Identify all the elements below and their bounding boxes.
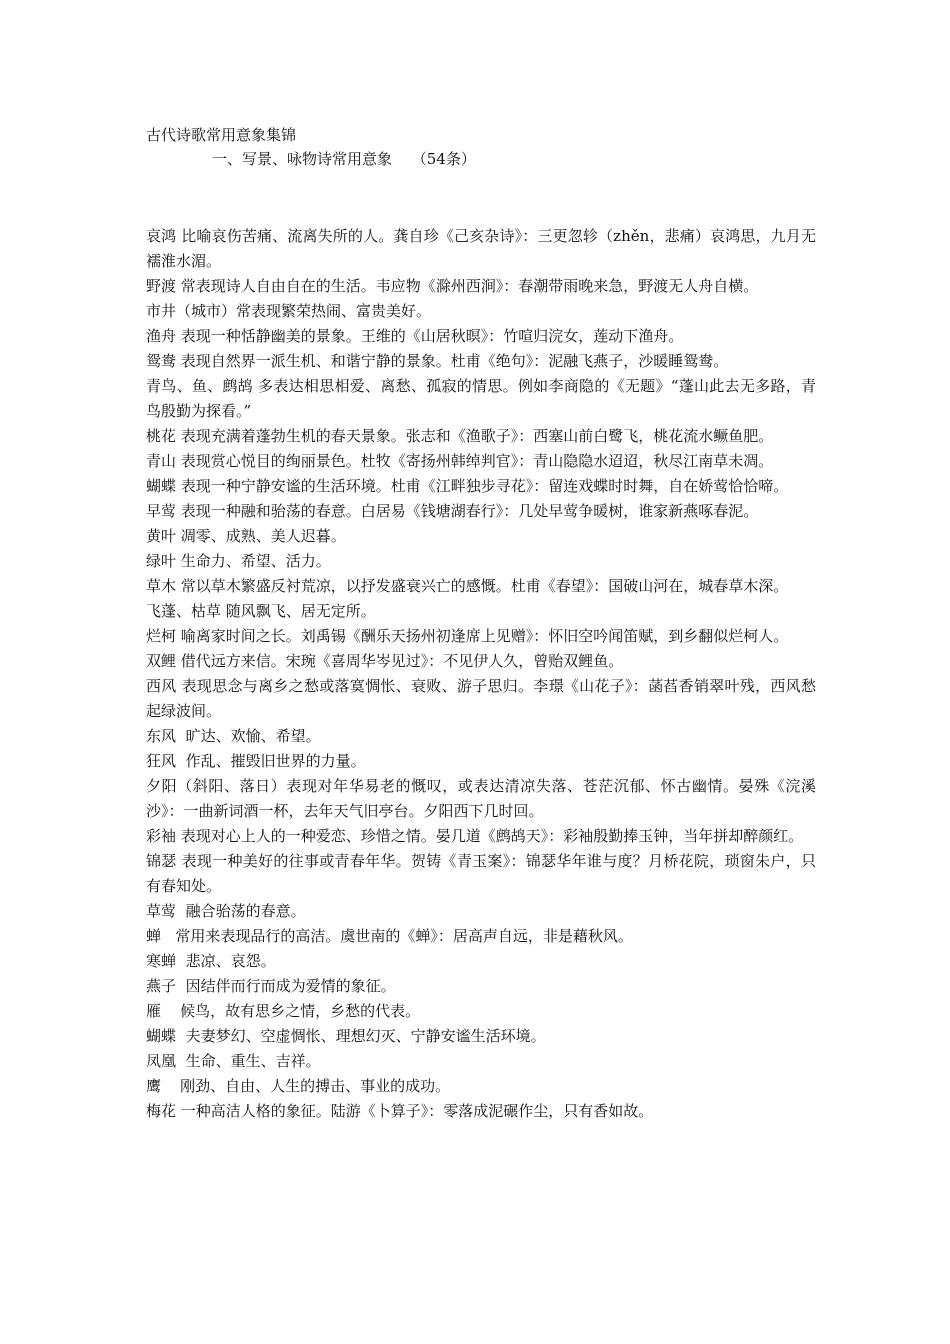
entry-term: 燕子 [146,977,177,995]
imagery-entry [146,574,816,599]
entry-description: 随风飘飞、居无定所。 [225,602,376,620]
entry-description: 凋零、成熟、美人迟暮。 [180,527,346,545]
imagery-entry [146,474,816,499]
entry-description: 生命力、希望、活力。 [180,552,331,570]
entry-term: 双鲤 [146,652,177,670]
entry-description: 常表现繁荣热闹、富贵美好。 [236,302,432,320]
imagery-entry [146,324,816,349]
entry-description: 喻离家时间之长。刘禹锡《酬乐天扬州初逢席上见赠》：怀旧空吟闻笛赋，到乡翻似烂柯人。 [180,627,789,645]
entry-term: 草木 [146,577,177,595]
entry-term: 绿叶 [146,552,177,570]
entry-separator [161,927,175,945]
entry-description: 常表现诗人自由自在的生活。韦应物《滁州西涧》：春潮带雨晚来急，野渡无人舟自横。 [180,277,759,295]
entry-term: 鸳鸯 [146,352,177,370]
entry-term: 蝴蝶 [146,1027,177,1045]
imagery-entry [146,849,816,899]
entry-term: 青山 [146,452,177,470]
imagery-entry [146,224,816,274]
entry-description: 表现赏心悦目的绚丽景色。杜牧《寄扬州韩绰判官》：青山隐隐水迢迢，秋尽江南草未凋。 [180,452,774,470]
imagery-entry [146,724,816,749]
imagery-entry [146,349,816,374]
imagery-entry [146,674,816,724]
entry-description: 表现充满着蓬勃生机的春天景象。张志和《渔歌子》：西塞山前白鹭飞，桃花流水鳜鱼肥。 [180,427,774,445]
entry-term: 凤凰 [146,1052,177,1070]
entry-separator [176,1052,186,1070]
entry-description: 生命、重生、吉祥。 [185,1052,321,1070]
imagery-entry [146,1049,816,1074]
entry-term: 东风 [146,727,177,745]
entry-term: 渔舟 [146,327,177,345]
imagery-entry [146,524,816,549]
entry-description: 表现思念与离乡之愁或落寞惆怅、衰败、游子思归。李璟《山花子》：菡萏香销翠叶残，西风愁起绿波间。 [146,677,816,720]
entry-description: 表现一种融和骀荡的春意。白居易《钱塘湖春行》：几处早莺争暖树，谁家新燕啄春泥。 [180,502,759,520]
entry-term: 青鸟、鱼、鹧鸪 [146,377,253,395]
entry-term: 飞蓬、枯草 [146,602,222,620]
entry-term: 雁 [146,1002,162,1020]
entry-term: 彩袖 [146,827,177,845]
imagery-entry [146,949,816,974]
entry-description: 因结伴而行而成为爱情的象征。 [185,977,396,995]
entry-term: 寒蝉 [146,952,177,970]
entry-term: 桃花 [146,427,177,445]
entry-description: 旷达、欢愉、希望。 [185,727,321,745]
entry-term: 锦瑟 [146,852,177,870]
entry-separator [161,1002,180,1020]
entry-description: 候鸟，故有思乡之情，乡愁的代表。 [180,1002,421,1020]
entry-description: 夫妻梦幻、空虚惆怅、理想幻灭、宁静安谧生活环境。 [185,1027,546,1045]
entry-separator [176,727,186,745]
entry-term: 夕阳（斜阳、落日） [146,777,287,795]
entry-separator [161,1077,180,1095]
entry-term: 早莺 [146,502,177,520]
entry-description: 常用来表现品行的高洁。虞世南的《蝉》：居高声自远，非是藉秋风。 [175,927,633,945]
entry-term: 草莺 [146,902,177,920]
imagery-entry [146,774,816,824]
entry-term: 鹰 [146,1077,162,1095]
entry-term: 烂柯 [146,627,177,645]
imagery-entry [146,449,816,474]
imagery-entry [146,824,816,849]
imagery-entry [146,1074,816,1099]
document-title: 古代诗歌常用意象集锦 [146,126,297,144]
imagery-entry [146,624,816,649]
entry-description: 作乱、摧毁旧世界的力量。 [185,752,366,770]
entry-description: 表现一种美好的往事或青春年华。贺铸《青玉案》：锦瑟华年谁与度？月桥花院，琐窗朱户，只有春知处。 [146,852,816,895]
entry-description: 表现一种恬静幽美的景象。王维的《山居秋暝》：竹喧归浣女，莲动下渔舟。 [180,327,684,345]
entry-term: 野渡 [146,277,177,295]
entry-term: 蝉 [146,927,162,945]
imagery-entry [146,274,816,299]
entry-description: 多表达相思相爱、离愁、孤寂的情思。例如李商隐的《无题》“蓬山此去无多路，青鸟殷勤为探看。” [146,377,816,420]
imagery-entry-list [146,224,816,1124]
imagery-entry [146,1024,816,1049]
imagery-entry [146,649,816,674]
imagery-entry [146,299,816,324]
entry-separator [176,952,186,970]
entry-description: 表现对年华易老的慨叹，或表达清凉失落、苍茫沉郁、怀古幽情。晏殊《浣溪沙》：一曲新词酒一杯，去年天气旧亭台。夕阳西下几时回。 [146,777,816,820]
entry-term: 蝴蝶 [146,477,177,495]
imagery-entry [146,899,816,924]
entry-term: 黄叶 [146,527,177,545]
imagery-entry [146,999,816,1024]
imagery-entry [146,974,816,999]
entry-term: 市井（城市） [146,302,237,320]
entry-separator [176,1027,186,1045]
section-heading: 一、写景、咏物诗常用意象 （54条） [212,150,476,168]
imagery-entry [146,499,816,524]
imagery-entry [146,374,816,424]
entry-description: 表现自然界一派生机、和谐宁静的景象。杜甫《绝句》：泥融飞燕子，沙暖睡鸳鸯。 [180,352,729,370]
imagery-entry [146,424,816,449]
entry-description: 借代远方来信。宋琬《喜周华岑见过》：不见伊人久，曾贻双鲤鱼。 [180,652,624,670]
entry-description: 表现对心上人的一种爱恋、珍惜之情。晏几道《鹧鸪天》：彩袖殷勤捧玉钟，当年拼却醉颜红。 [180,827,804,845]
entry-description: 刚劲、自由、人生的搏击、事业的成功。 [180,1077,451,1095]
entry-description: 一种高洁人格的象征。陆游《卜算子》：零落成泥碾作尘，只有香如故。 [180,1102,654,1120]
imagery-entry [146,599,816,624]
imagery-entry [146,1099,816,1124]
entry-description: 表现一种宁静安谧的生活环境。杜甫《江畔独步寻花》：留连戏蝶时时舞，自在娇莺恰恰啼。 [180,477,789,495]
entry-description: 常以草木繁盛反衬荒凉，以抒发盛衰兴亡的感慨。杜甫《春望》：国破山河在，城春草木深。 [180,577,789,595]
imagery-entry [146,549,816,574]
entry-description: 融合骀荡的春意。 [185,902,306,920]
entry-separator [176,902,186,920]
entry-term: 哀鸿 [146,227,177,245]
entry-term: 西风 [146,677,177,695]
entry-term: 狂风 [146,752,177,770]
entry-description: 悲凉、哀怨。 [185,952,276,970]
entry-description: 比喻哀伤苦痛、流离失所的人。龚自珍《己亥杂诗》：三更忽轸（zhěn，悲痛）哀鸿思，九月无襦淮水湄。 [146,227,816,270]
entry-separator [176,752,186,770]
entry-separator [176,977,186,995]
imagery-entry [146,749,816,774]
imagery-entry [146,924,816,949]
entry-term: 梅花 [146,1102,177,1120]
